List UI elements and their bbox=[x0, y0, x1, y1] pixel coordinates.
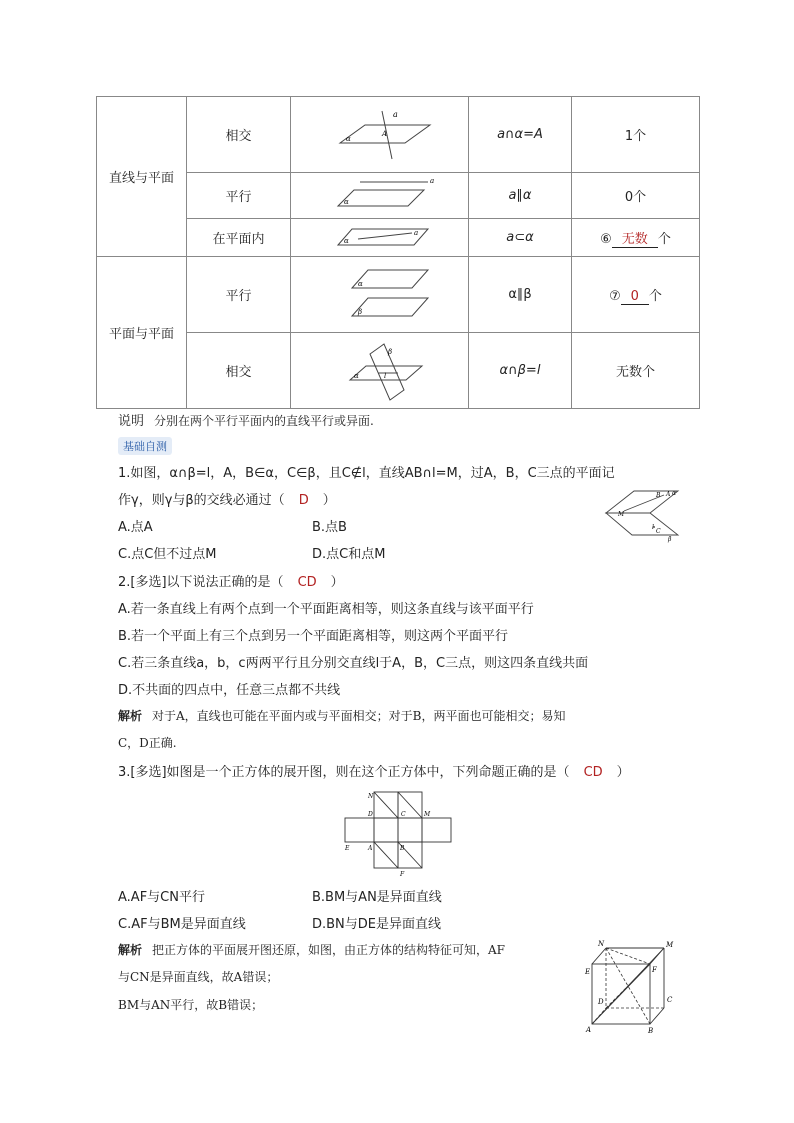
svg-text:F: F bbox=[400, 871, 405, 878]
svg-text:β: β bbox=[357, 307, 362, 316]
count-cell: ⑦ 0 个 bbox=[572, 257, 700, 333]
count-cell: 无数个 bbox=[572, 333, 700, 409]
svg-text:β: β bbox=[387, 347, 392, 356]
svg-text:D: D bbox=[368, 811, 373, 818]
count-cell: 0个 bbox=[572, 173, 700, 219]
svg-text:C: C bbox=[667, 996, 673, 1004]
svg-text:α: α bbox=[353, 371, 359, 380]
svg-text:C: C bbox=[401, 811, 406, 818]
svg-text:a: a bbox=[392, 109, 398, 119]
figure-cell bbox=[291, 333, 469, 409]
count-cell: ⑥ 无数 个 bbox=[572, 219, 700, 257]
q2-solution-line2: C，D正确. bbox=[118, 736, 177, 750]
group-name: 平面与平面 bbox=[97, 257, 187, 409]
svg-text:A: A bbox=[368, 845, 373, 852]
notation-cell: a⊂α bbox=[469, 219, 572, 257]
section-badge: 基础自测 bbox=[118, 437, 172, 455]
notation-cell: a∥α bbox=[469, 173, 572, 219]
svg-text:B: B bbox=[648, 1027, 654, 1034]
figure-cell bbox=[291, 97, 469, 173]
svg-text:N: N bbox=[368, 793, 374, 800]
q2-option-a: A.若一条直线上有两个点到一个平面距离相等，则这条直线与该平面平行 bbox=[118, 602, 534, 617]
q2-option-c: C.若三条直线a，b，c两两平行且分别交直线l于A，B，C三点，则这四条直线共面 bbox=[118, 656, 589, 671]
q2-stem: 2.[多选]以下说法正确的是（ CD ） bbox=[118, 575, 344, 590]
note-label: 说明 bbox=[118, 414, 145, 429]
relations-table bbox=[96, 96, 700, 409]
figure-cell bbox=[291, 257, 469, 333]
q3-option-d: D.BN与DE是异面直线 bbox=[312, 917, 442, 932]
svg-text:β: β bbox=[668, 536, 672, 543]
notation-cell: α∩β=l bbox=[469, 333, 572, 409]
notation-cell: α∥β bbox=[469, 257, 572, 333]
svg-text:l: l bbox=[383, 371, 386, 380]
q2-solution: 解析 对于A，直线也可能在平面内或与平面相交；对于B，两平面也可能相交；易知 bbox=[118, 709, 566, 723]
notation-cell: a∩α=A bbox=[469, 97, 572, 173]
line-intersect-plane-figure bbox=[320, 103, 440, 163]
q3-option-a: A.AF与CN平行 bbox=[118, 890, 205, 905]
solution-label: 解析 bbox=[118, 709, 143, 723]
svg-text:M: M bbox=[618, 511, 625, 518]
svg-text:α: α bbox=[343, 197, 349, 206]
relation-cell: 相交 bbox=[187, 333, 291, 409]
q3-answer: CD bbox=[583, 765, 603, 780]
q2-answer: CD bbox=[297, 575, 317, 590]
svg-text:α: α bbox=[343, 236, 349, 245]
plane-intersect-plane-figure bbox=[320, 336, 440, 402]
q2-option-b: B.若一个平面上有三个点到另一个平面距离相等，则这两个平面平行 bbox=[118, 629, 509, 644]
relation-cell: 平行 bbox=[187, 173, 291, 219]
svg-text:α: α bbox=[672, 490, 677, 497]
q3-solution-line2: 与CN是异面直线，故A错误； bbox=[118, 970, 279, 984]
q1-stem: 1.如图，α∩β=l，A，B∈α，C∈β，且C∉l，直线AB∩l=M，过A，B，C三点的平面记 bbox=[118, 466, 615, 481]
svg-text:M: M bbox=[666, 941, 674, 949]
svg-text:E: E bbox=[585, 968, 591, 976]
svg-text:B: B bbox=[400, 845, 405, 852]
q1-answer: D bbox=[298, 493, 309, 508]
svg-text:E: E bbox=[345, 845, 350, 852]
q1-stem-line2: 作γ，则γ与β的交线必通过（ D ） bbox=[118, 493, 336, 508]
relation-cell: 相交 bbox=[187, 97, 291, 173]
solution-label: 解析 bbox=[118, 943, 143, 957]
svg-text:C: C bbox=[656, 528, 661, 535]
cube-net-figure bbox=[340, 788, 456, 878]
relation-cell: 在平面内 bbox=[187, 219, 291, 257]
q1-option-b: B.点B bbox=[312, 520, 347, 535]
plane-parallel-plane-figure bbox=[320, 260, 440, 326]
relation-cell: 平行 bbox=[187, 257, 291, 333]
svg-text:α: α bbox=[345, 134, 351, 143]
q3-stem: 3.[多选]如图是一个正方体的展开图，则在这个正方体中，下列命题正确的是（ CD ） bbox=[118, 765, 630, 780]
svg-text:a: a bbox=[429, 176, 434, 185]
note-text: 分别在两个平行平面内的直线平行或异面. bbox=[154, 414, 374, 428]
count-cell: 1个 bbox=[572, 97, 700, 173]
line-in-plane-figure bbox=[320, 221, 440, 251]
svg-text:a: a bbox=[413, 228, 418, 237]
q3-option-b: B.BM与AN是异面直线 bbox=[312, 890, 442, 905]
q1-figure bbox=[602, 485, 684, 547]
q1-option-d: D.点C和点M bbox=[312, 547, 386, 562]
svg-text:A: A bbox=[666, 491, 671, 498]
q2-option-d: D.不共面的四点中，任意三点都不共线 bbox=[118, 683, 341, 698]
note-line bbox=[118, 410, 374, 429]
group-name: 直线与平面 bbox=[97, 97, 187, 257]
q3-solution-line3: BM与AN平行，故B错误； bbox=[118, 998, 264, 1012]
figure-cell bbox=[291, 173, 469, 219]
svg-text:N: N bbox=[598, 940, 605, 948]
svg-text:l: l bbox=[652, 524, 654, 531]
q1-option-a: A.点A bbox=[118, 520, 153, 535]
svg-text:A: A bbox=[381, 129, 387, 138]
q3-option-c: C.AF与BM是异面直线 bbox=[118, 917, 246, 932]
svg-text:D: D bbox=[598, 998, 604, 1006]
figure-cell bbox=[291, 219, 469, 257]
svg-text:A: A bbox=[586, 1026, 592, 1034]
q3-solution: 解析 把正方体的平面展开图还原，如图，由正方体的结构特征可知，AF bbox=[118, 943, 506, 957]
svg-text:B: B bbox=[656, 492, 661, 499]
line-parallel-plane-figure bbox=[320, 174, 440, 214]
svg-text:M: M bbox=[424, 811, 431, 818]
cube-figure bbox=[584, 936, 680, 1034]
q1-option-c: C.点C但不过点M bbox=[118, 547, 217, 562]
svg-text:α: α bbox=[357, 279, 363, 288]
svg-text:F: F bbox=[652, 966, 657, 974]
